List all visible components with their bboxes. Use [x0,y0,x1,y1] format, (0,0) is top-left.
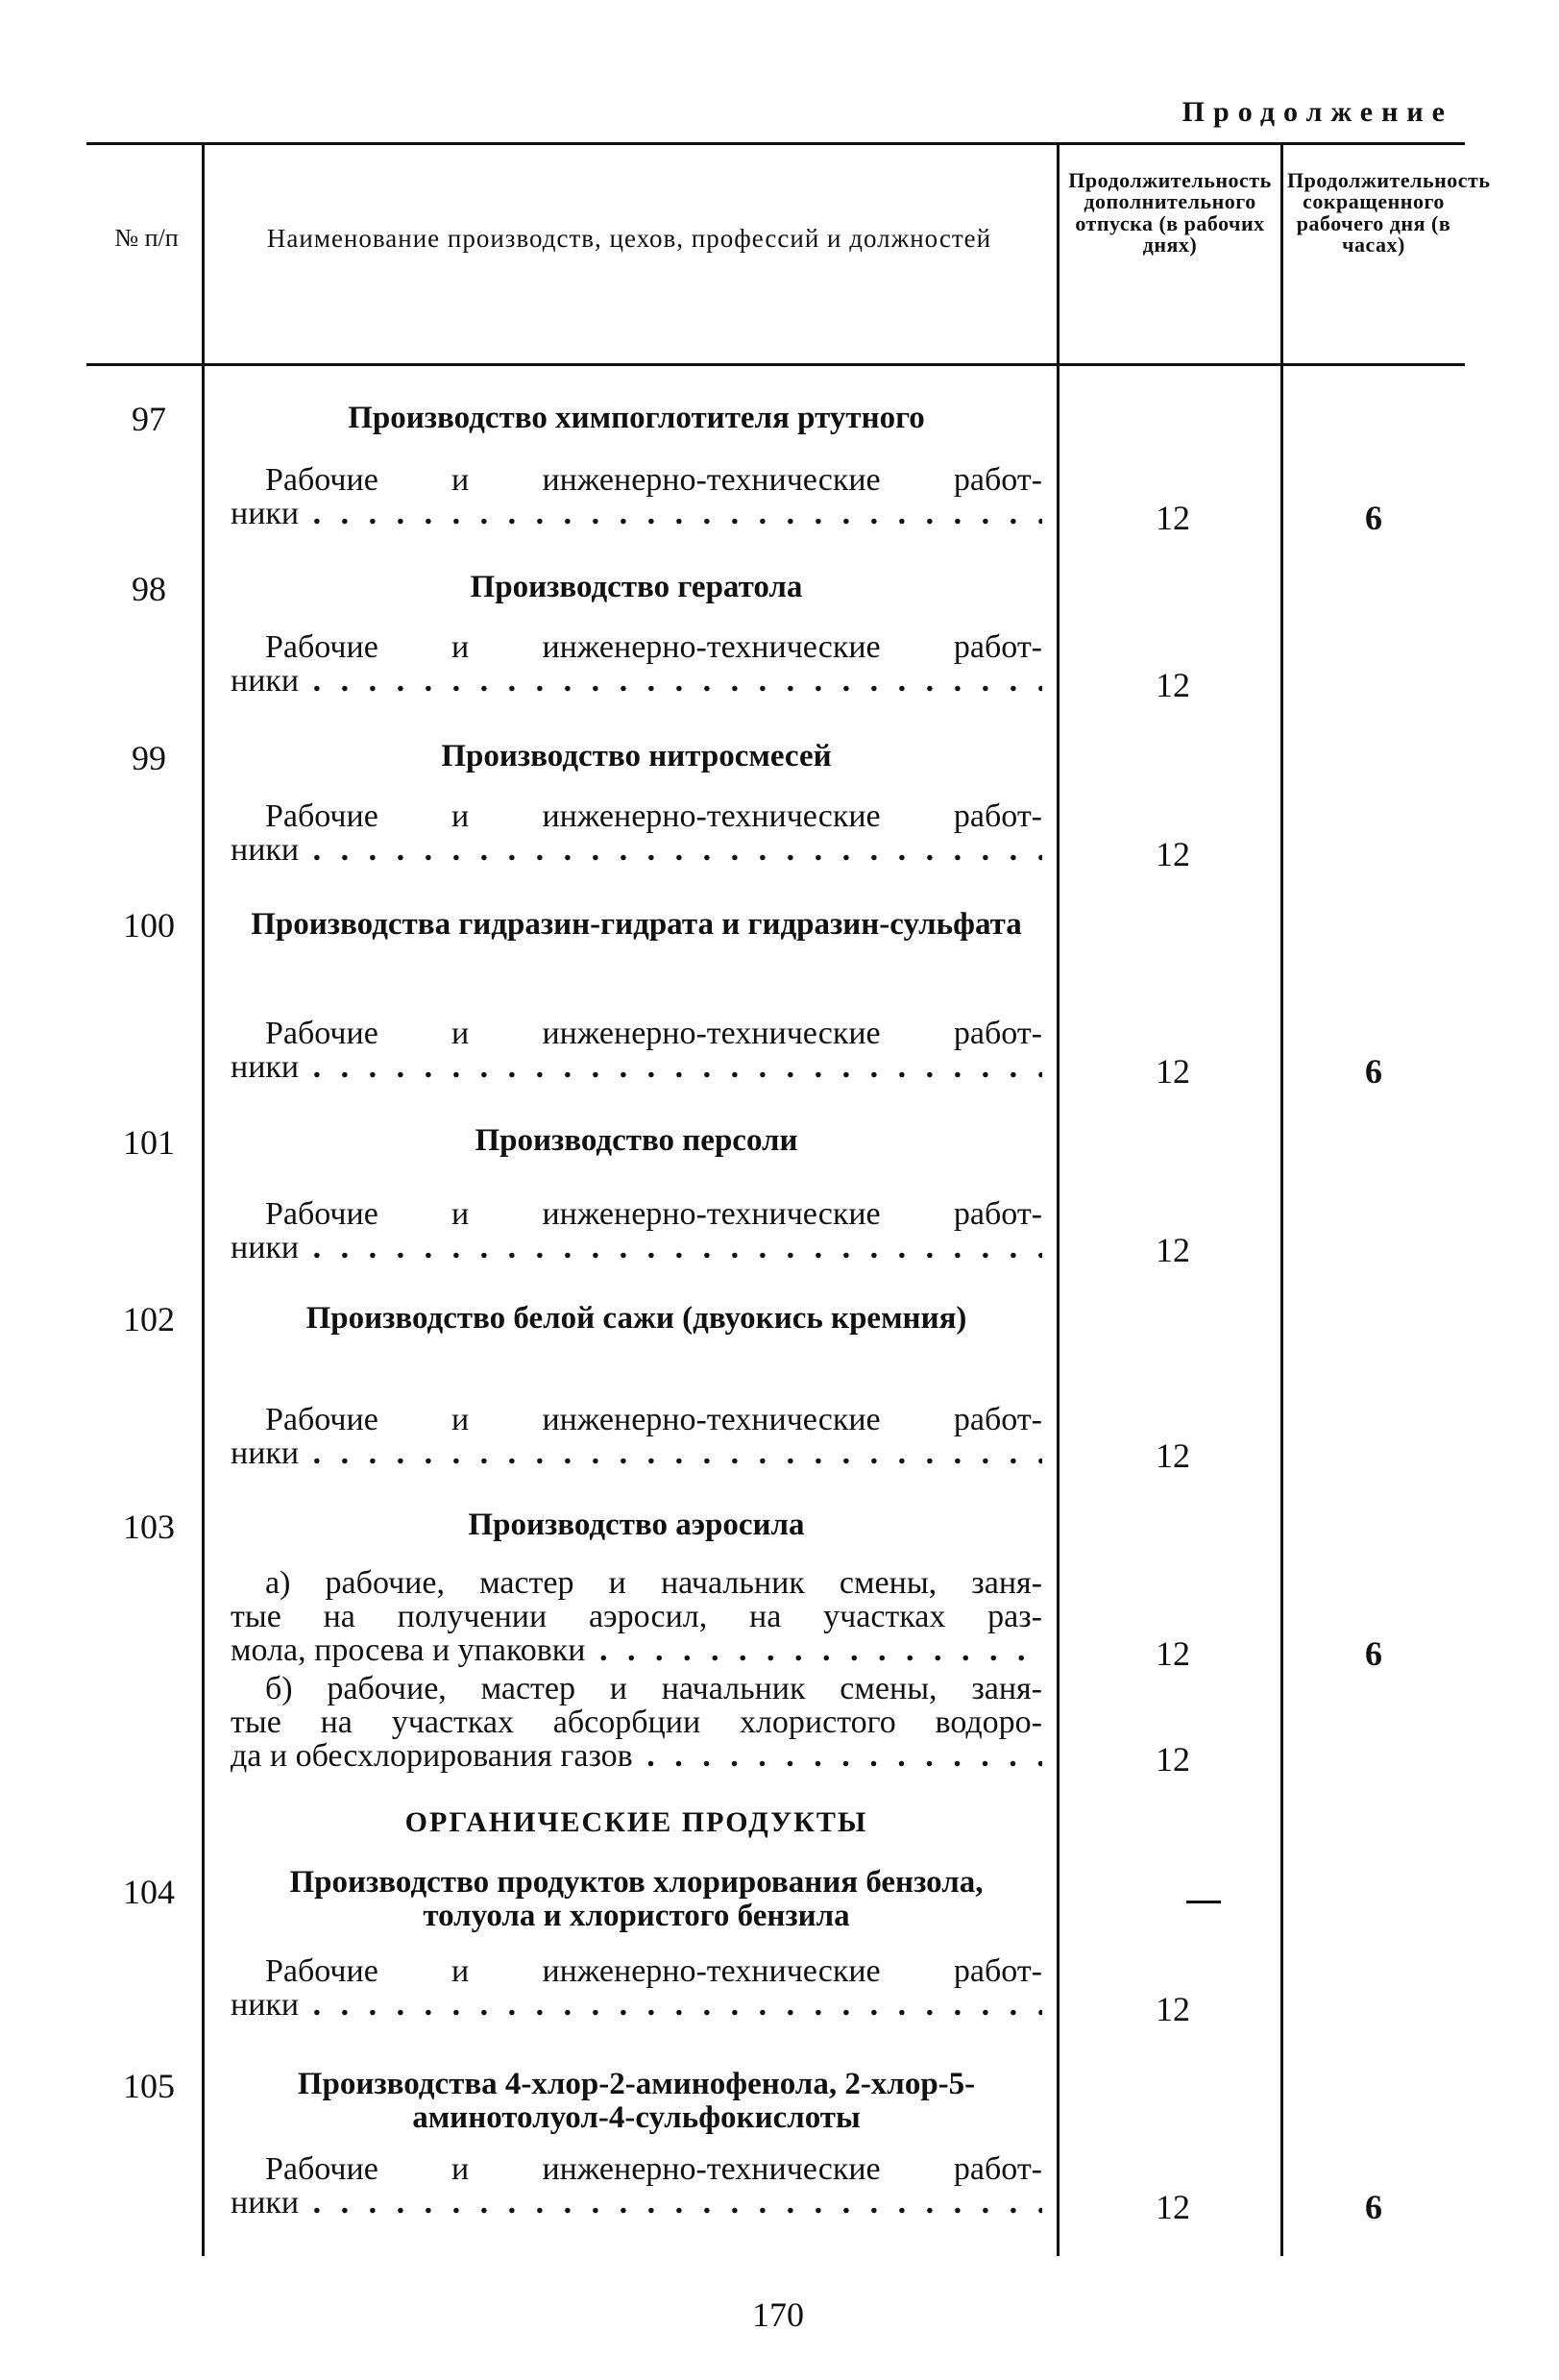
description-line: ники . . . [231,2186,1042,2220]
row-title: Производство персоли [475,1123,798,1158]
description-line: Рабочие и инженерно-технические работ- [265,629,1042,665]
section-heading: ОРГАНИЧЕСКИЕ ПРОДУКТЫ [404,1806,868,1838]
vacation-value: 12 [1156,1634,1190,1673]
column-divider-1 [202,144,205,2256]
row-title: Производство гератола [470,570,803,604]
description-line: ники . . . [231,664,1042,698]
header-vacation: Продолжительность дополнительного отпуска (в рабочих днях) [1068,168,1272,258]
description-line: Рабочие и инженерно-технические работ- [265,1016,1042,1051]
header-number: № п/п [114,224,179,252]
row-title: Производства 4-хлор-2-аминофенола, 2-хлор-5-аминотолуол-4-сульфокислоты [297,2067,976,2135]
subitem-line: б) рабочие, мастер и начальник смены, заня- [265,1671,1042,1706]
vacation-value: 12 [1156,2188,1190,2226]
description-line: ники . . . [231,1050,1042,1084]
description-line: ники . . . [231,497,1042,530]
column-divider-3 [1280,144,1283,2256]
row-number: 101 [123,1123,175,1162]
header-name: Наименование производств, цехов, профессий и должностей [266,224,992,253]
table-header-rule [86,363,1465,366]
vacation-value: 12 [1156,1740,1190,1779]
row-title: Производство аэросила [468,1508,805,1542]
column-divider-2 [1057,144,1060,2256]
workday-value: 6 [1365,1052,1382,1091]
row-title: Производство нитросмесей [441,739,832,773]
row-description [231,1017,1042,1084]
subitem-line: да и обесхлорирования газов . . . [231,1739,1042,1773]
table-top-rule [86,142,1465,145]
row-title: Производство химпоглотителя ртутного [348,401,925,435]
subitem-line: тые на получении аэросил, на участках раз- [231,1599,1042,1635]
description-line: Рабочие и инженерно-технические работ- [265,1196,1042,1232]
description-line: ники . . . [231,1231,1042,1264]
vacation-value: 12 [1156,499,1190,537]
row-description [231,1954,1042,2022]
workday-value: 6 [1365,1634,1382,1673]
subitem-a [231,1566,1042,1667]
row-number: 104 [123,1873,175,1911]
vacation-value: 12 [1156,1436,1190,1475]
subitem-line: а) рабочие, мастер и начальник смены, заня- [265,1565,1042,1601]
vacation-value: 12 [1156,1052,1190,1091]
vacation-value: 12 [1156,1231,1190,1269]
row-number: 97 [132,400,166,438]
subitem-b [231,1672,1042,1773]
row-description [231,2152,1042,2220]
row-description [231,1197,1042,1264]
row-title: Производство белой сажи (двуокись кремния) [305,1301,967,1336]
workday-value: 6 [1365,499,1382,537]
row-description [231,630,1042,698]
vacation-value: 12 [1156,1990,1190,2028]
description-line: Рабочие и инженерно-технические работ- [265,798,1042,834]
row-title: Производство продуктов хлорирования бензола, толуола и хлористого бензила [289,1865,984,1933]
row-number: 99 [132,739,166,777]
description-line: Рабочие и инженерно-технические работ- [265,1402,1042,1437]
header-workday: Продолжительность сокращенного рабочего дня (в часах) [1287,168,1491,258]
description-line: ники . . . [231,1988,1042,2022]
row-number: 105 [123,2067,175,2105]
description-line: ники . . . [231,1436,1042,1470]
vacation-value: 12 [1156,666,1190,704]
row-title: Производства гидразин-гидрата и гидразин-сульфата [251,907,1022,942]
description-line: Рабочие и инженерно-технические работ- [265,462,1042,498]
continuation-label: Продолжение [1181,96,1453,128]
row-description [231,1403,1042,1470]
row-description [231,463,1042,530]
row-number: 100 [123,906,175,945]
description-line: ники . . . [231,833,1042,867]
workday-dash [1186,1901,1221,1903]
row-number: 98 [132,570,166,608]
row-description [231,799,1042,867]
description-line: Рабочие и инженерно-технические работ- [265,1953,1042,1989]
workday-value: 6 [1365,2188,1382,2226]
row-number: 103 [123,1508,175,1546]
row-number: 102 [123,1300,175,1338]
subitem-line: тые на участках абсорбции хлористого водоро- [231,1705,1042,1741]
vacation-value: 12 [1156,835,1190,873]
description-line: Рабочие и инженерно-технические работ- [265,2151,1042,2187]
page-number: 170 [752,2295,804,2334]
subitem-line: мола, просева и упаковки . . . [231,1633,1042,1667]
